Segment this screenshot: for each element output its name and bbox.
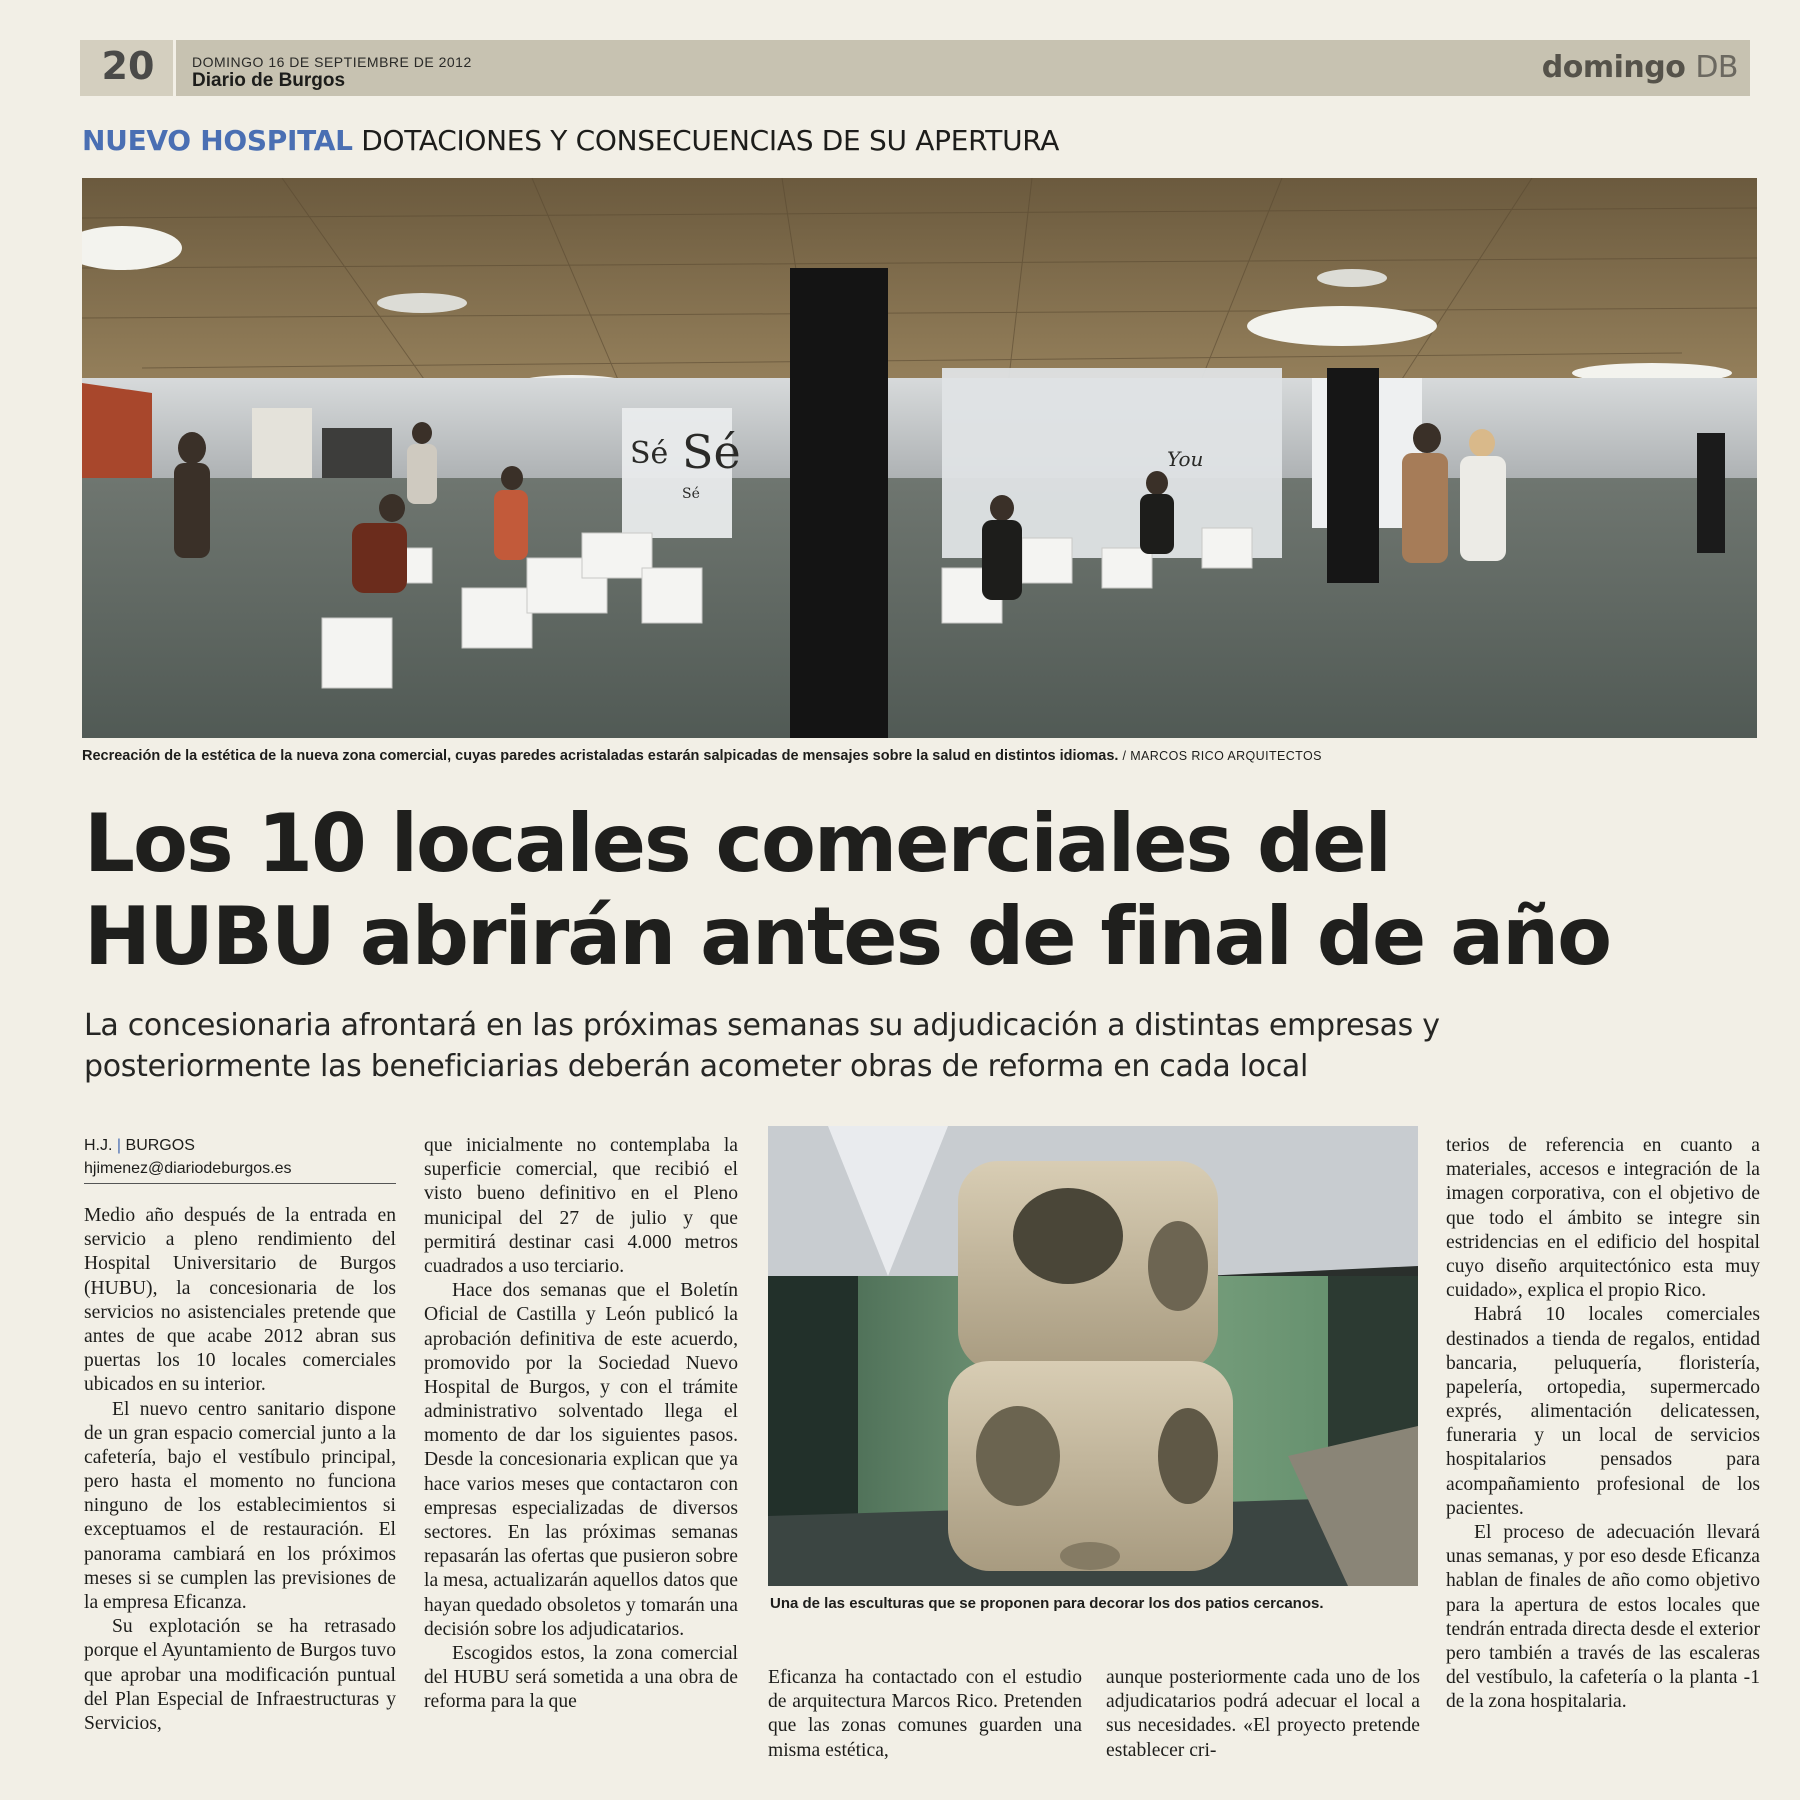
signage-text-1: Sé: [682, 425, 741, 479]
paragraph: Eficanza ha contactado con el estudio de arquitectura Marcos Rico. Pretenden que las zonas comunes guarden una misma estética,: [768, 1667, 1082, 1761]
paragraph: Escogidos estos, la zona comercial del HUBU será sometida a una obra de reforma para la que: [424, 1642, 738, 1713]
headline-line-2: HUBU abrirán antes de final de año: [84, 889, 1611, 983]
paragraph: que inicialmente no contemplaba la superficie comercial, que recibió el visto bueno definitivo en el Pleno municipal del 27 de julio y que permitirá destinar casi 4.000 metros cuadrados a uso terciario.: [424, 1135, 738, 1277]
headline: [84, 798, 1774, 984]
signage-text-4: You: [1167, 447, 1204, 471]
section-label: [1542, 50, 1738, 85]
section-badge: DB: [1695, 50, 1738, 85]
byline-author: H.J.: [84, 1137, 113, 1154]
byline-location: BURGOS: [125, 1137, 195, 1154]
kicker-topic: NUEVO HOSPITAL: [82, 124, 353, 157]
headline-line-1: Los 10 locales comerciales del: [84, 797, 1390, 890]
newspaper-name: Diario de Burgos: [192, 70, 346, 91]
sculpture-caption: Una de las esculturas que se proponen para decorar los dos patios cercanos.: [770, 1595, 1324, 1612]
paragraph: terios de referencia en cuanto a materiales, accesos e integración de la imagen corporativa, con el objetivo de que todo el ámbito se integre sin estridencias en el edificio del hospital cuyo diseño arquitectónico esta muy cuidado», explica el propio Rico.: [1446, 1135, 1760, 1302]
main-image-caption: [82, 748, 1322, 764]
sculpture-illustration: [768, 1126, 1418, 1586]
section-name: domingo: [1541, 50, 1686, 85]
body-column-4: [1106, 1666, 1420, 1763]
paragraph: Su explotación se ha retrasado porque el Ayuntamiento de Burgos tuvo que aprobar una modificación puntual del Plan Especial de Infraestructuras y Servicios,: [84, 1616, 396, 1734]
body-column-2: [424, 1134, 738, 1715]
main-caption-text: Recreación de la estética de la nueva zona comercial, cuyas paredes acristaladas estarán salpicadas de mensajes sobre la salud en distintos idiomas.: [82, 748, 1119, 764]
subheadline-line-1: La concesionaria afrontará en las próximas semanas su adjudicación a distintas empresas y: [84, 1008, 1440, 1043]
kicker-subtopic: DOTACIONES Y CONSECUENCIAS DE SU APERTURA: [361, 124, 1060, 157]
issue-date: DOMINGO 16 DE SEPTIEMBRE DE 2012: [192, 54, 472, 70]
byline: [84, 1137, 195, 1155]
subheadline-line-2: posteriormente las beneficiarias deberán acometer obras de reforma en cada local: [84, 1049, 1309, 1085]
signage-text-2: Sé: [630, 436, 669, 471]
commercial-area-render: [82, 178, 1757, 738]
commercial-area-render-illustration: [82, 178, 1757, 738]
paragraph: El nuevo centro sanitario dispone de un gran espacio comercial junto a la cafetería, bajo el vestíbulo principal, pero hasta el momento no funciona ninguno de los establecimientos si exceptuamos el de restauración. El panorama cambiará en los próximos meses si se cumplen las previsiones de la empresa Eficanza.: [84, 1398, 396, 1613]
body-column-1: [84, 1204, 396, 1736]
paragraph: Medio año después de la entrada en servicio a pleno rendimiento del Hospital Universitario de Burgos (HUBU), la concesionaria de los servicios no asistenciales pretende que antes de que acabe 2012 abran sus puertas los 10 locales comerciales ubicados en su interior.: [84, 1205, 396, 1396]
subheadline: [84, 1005, 1724, 1088]
byline-divider: [84, 1183, 396, 1184]
paragraph: aunque posteriormente cada uno de los adjudicatarios podrá adecuar el local a sus necesidades. «El proyecto pretende establecer cri-: [1106, 1667, 1420, 1761]
body-column-3: [768, 1666, 1082, 1763]
page-number: 20: [101, 44, 155, 88]
signage-text-3: Sé: [682, 486, 700, 502]
body-column-5: [1446, 1134, 1760, 1715]
author-email: hjimenez@diariodeburgos.es: [84, 1160, 292, 1177]
kicker: [82, 124, 1059, 157]
byline-separator: |: [116, 1137, 122, 1154]
paragraph: Hace dos semanas que el Boletín Oficial de Castilla y León publicó la aprobación definitiva de este acuerdo, promovido por la Sociedad Nuevo Hospital de Burgos, y con el trámite administrativo solventado llega el momento de dar los siguientes pasos. Desde la concesionaria explican que ya hace varios meses que contactaron con empresas especializadas de diversos sectores. En las próximas semanas repasarán las ofertas que pusieron sobre la mesa, actualizarán aquellos datos que hayan quedado obsoletos y tomarán una decisión sobre los adjudicatarios.: [424, 1280, 738, 1640]
paragraph: Habrá 10 locales comerciales destinados a tienda de regalos, entidad bancaria, peluquería, floristería, papelería, ortopedia, supermercado exprés, alimentación delicatessen, funeraria y un local de servicios hospitalarios pensados para acompañamiento profesional de los pacientes.: [1446, 1304, 1760, 1519]
paragraph: El proceso de adecuación llevará unas semanas, y por eso desde Eficanza hablan de finales de año como objetivo para la apertura de estos locales que tendrán entrada directa desde el exterior pero también a través de las escaleras del vestíbulo, la cafetería o la planta -1 de la zona hospitalaria.: [1446, 1522, 1760, 1713]
main-photo-credit: / MARCOS RICO ARQUITECTOS: [1122, 749, 1322, 763]
sculpture-photo: [768, 1126, 1418, 1586]
